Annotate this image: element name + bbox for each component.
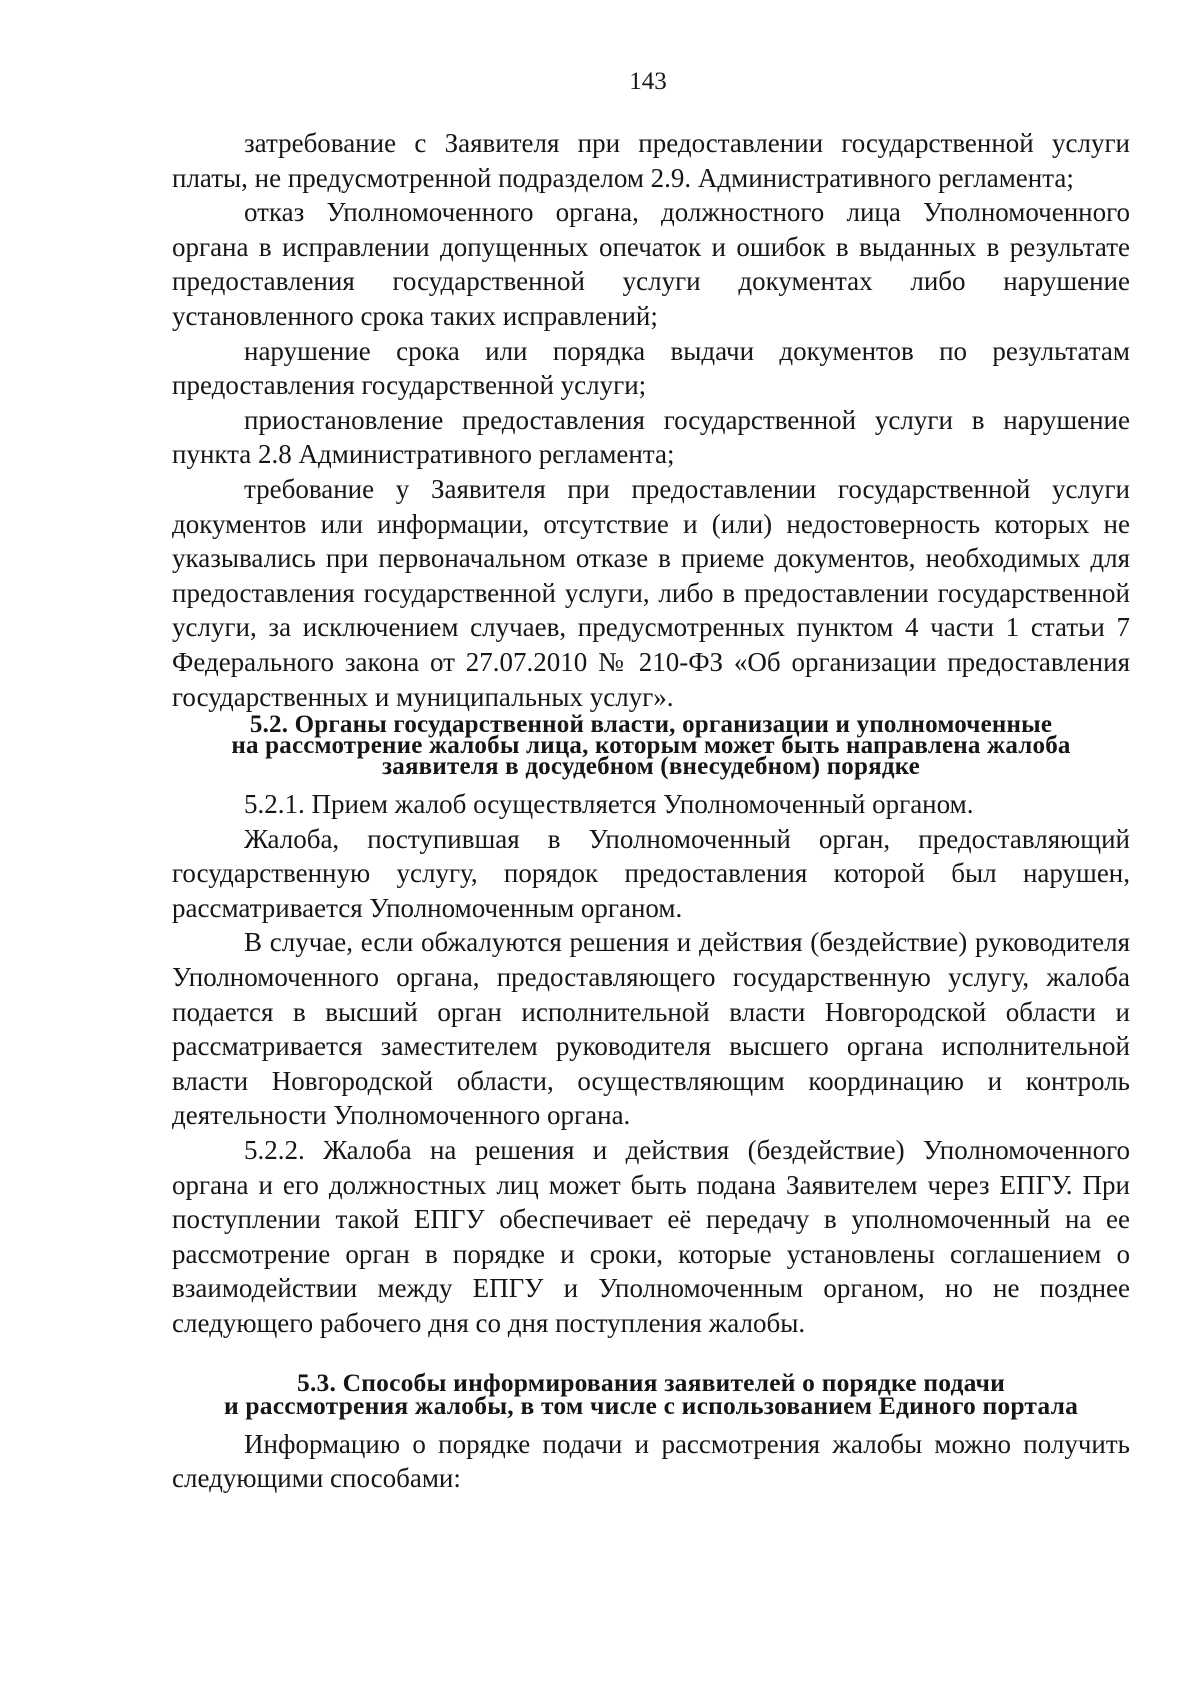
heading-line: 5.3. Способы информирования заявителей о порядке подачи: [297, 1367, 1005, 1397]
paragraph: нарушение срока или порядка выдачи документов по результатам предоставления государственной услуги;: [172, 335, 1130, 401]
paragraph: затребование с Заявителя при предоставлении государственной услуги платы, не предусмотренной подразделом 2.9. Административного регламента;: [172, 128, 1130, 193]
paragraph: В случае, если обжалуются решения и действия (бездействие) руководителя Уполномоченного органа, предоставляющего государственную услугу, жалоба подается в высший орган исполнительной власти Новгородской области и рассматривается заместителем руководителя высшего органа исполнительной власти Новгородской области, осуществляющим координацию и контроль деятельности Уполномоченного органа.: [172, 927, 1130, 1131]
page-number: 143: [629, 68, 667, 95]
heading-line: 5.2. Органы государственной власти, организации и уполномоченные: [249, 711, 1053, 739]
section-heading-5-2: [172, 711, 1130, 781]
section-heading-5-3: [172, 1367, 1130, 1420]
heading-line: и рассмотрения жалобы, в том числе с использованием Единого портала: [223, 1390, 1079, 1420]
paragraph: Жалоба, поступившая в Уполномоченный орган, предоставляющий государственную услугу, порядок предоставления которой был нарушен, рассматривается Уполномоченным органом.: [172, 823, 1130, 923]
heading-line: заявителя в досудебном (внесудебном) порядке: [382, 753, 920, 781]
heading-line: на рассмотрение жалобы лица, которым может быть направлена жалоба: [231, 732, 1071, 760]
paragraph: 5.2.1. Прием жалоб осуществляется Уполномоченный органом.: [244, 789, 974, 820]
paragraph: приостановление предоставления государственной услуги в нарушение пункта 2.8 Административного регламента;: [172, 404, 1130, 470]
paragraph: требование у Заявителя при предоставлении государственной услуги документов или информации, отсутствие и (или) недостоверность которых не указывались при первоначальном отказе в приеме документов, необходимых для предоставления государственной услуги, либо в предоставлении государственной услуги, за исключением случаев, предусмотренных пунктом 4 части 1 статьи 7 Федерального закона от 27.07.2010 № 210-ФЗ «Об организации предоставления государственных и муниципальных услуг».: [172, 473, 1130, 712]
document-body: [172, 126, 1130, 1496]
paragraph: 5.2.2. Жалоба на решения и действия (бездействие) Уполномоченного органа и его должностных лиц может быть подана Заявителем через ЕПГУ. При поступлении такой ЕПГУ обеспечивает её передачу в уполномоченный на ее рассмотрение орган в порядке и сроки, которые установлены соглашением о взаимодействии между ЕПГУ и Уполномоченным органом, но не позднее следующего рабочего дня со дня поступления жалобы.: [172, 1135, 1130, 1338]
paragraph: отказ Уполномоченного органа, должностного лица Уполномоченного органа в исправлении допущенных опечаток и ошибок в выданных в результате предоставления государственной услуги документах либо нарушение установленного срока таких исправлений;: [172, 197, 1130, 331]
paragraph: Информацию о порядке подачи и рассмотрения жалобы можно получить следующими способами:: [172, 1428, 1130, 1494]
